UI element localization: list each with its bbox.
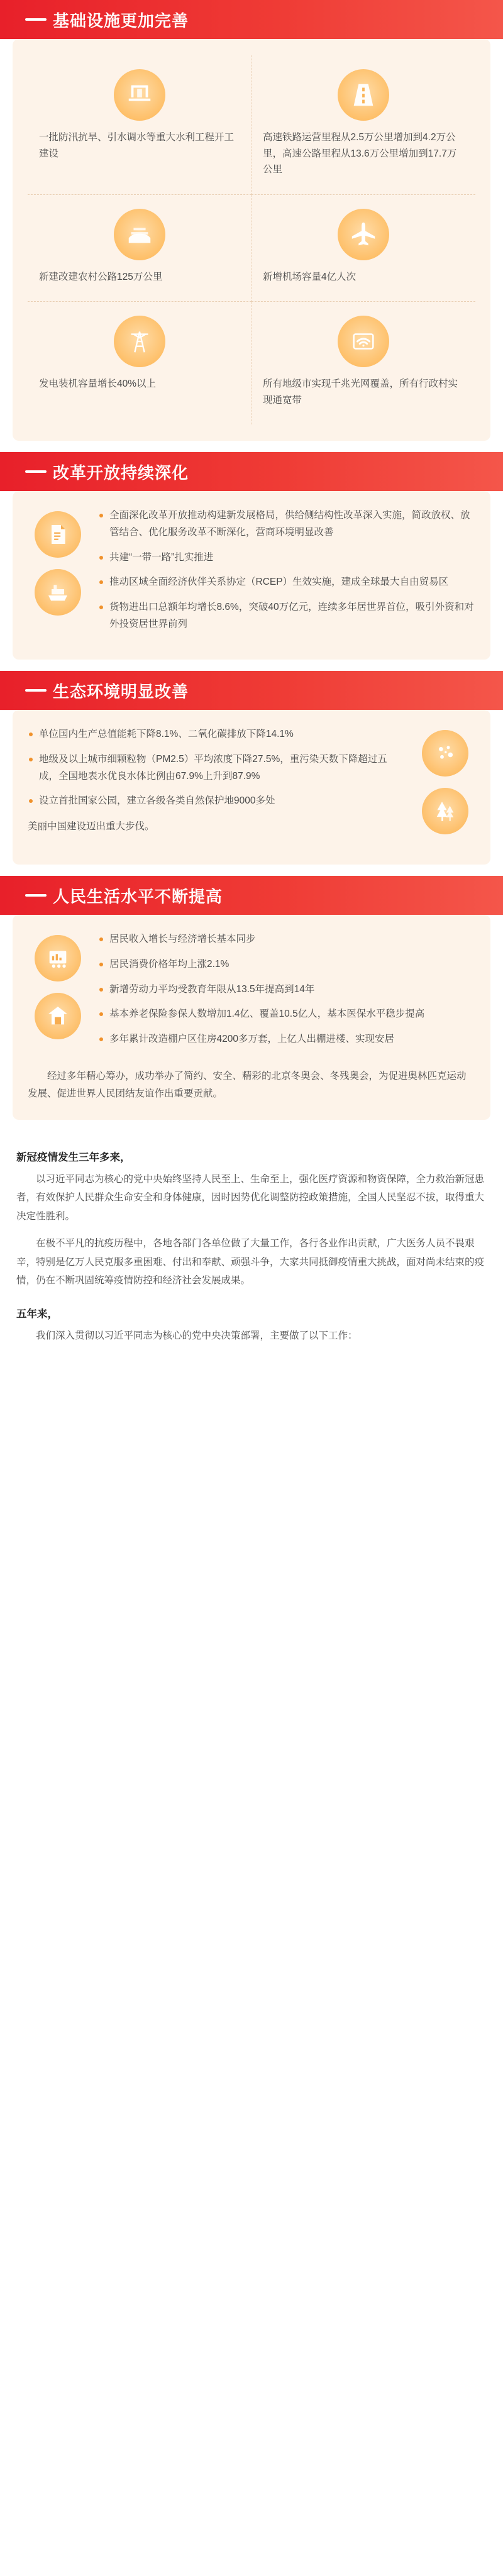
dash-icon bbox=[25, 894, 47, 897]
section-header-infrastructure bbox=[0, 0, 503, 39]
house-heart-icon bbox=[35, 993, 81, 1039]
epilogue-closing: 我们深入贯彻以习近平同志为核心的党中央决策部署，主要做了以下工作： bbox=[36, 1330, 358, 1341]
section-header-ecology bbox=[0, 671, 503, 710]
bullet-item: 居民消费价格年均上涨2.1% bbox=[98, 956, 475, 973]
dash-icon bbox=[25, 470, 47, 473]
living-standards-card bbox=[13, 915, 490, 1120]
reform-bullets bbox=[98, 507, 475, 641]
epilogue-block bbox=[0, 1131, 503, 1373]
infra-item bbox=[252, 195, 475, 302]
infra-item bbox=[28, 55, 252, 195]
bullet-item: 设立首批国家公园，建立各级各类自然保护地9000多处 bbox=[28, 793, 405, 810]
bullet-item: 居民收入增长与经济增长基本同步 bbox=[98, 931, 475, 948]
people-chart-icon bbox=[35, 935, 81, 981]
bullet-item: 共建“一带一路”扎实推进 bbox=[98, 550, 475, 567]
living-standards-tail-text: 经过多年精心筹办，成功举办了简约、安全、精彩的北京冬奥会、冬残奥会，为促进奥林匹克运动发展、促进世界人民团结友谊作出重要贡献。 bbox=[28, 1070, 467, 1100]
highway-icon bbox=[338, 69, 389, 121]
epilogue-paragraph: 以习近平同志为核心的党中央始终坚持人民至上、生命至上，强化医疗资源和物资保障，全力救治新冠患者，有效保护人民群众生命安全和身体健康，因时因势优化调整防控政策措施，全国人民坚忍不拔，取得重大决定性胜利。 bbox=[16, 1173, 485, 1222]
reform-icons bbox=[28, 507, 88, 627]
bullet-item: 基本养老保险参保人数增加1.4亿、覆盖10.5亿人，基本医保水平稳步提高 bbox=[98, 1006, 475, 1023]
water-conservancy-icon bbox=[114, 69, 165, 121]
bullet-item: 新增劳动力平均受教育年限从13.5年提高到14年 bbox=[98, 981, 475, 998]
infra-item-text: 新增机场容量4亿人次 bbox=[263, 271, 357, 282]
section-ecology bbox=[0, 671, 503, 865]
infra-item-text: 新建改建农村公路125万公里 bbox=[39, 271, 163, 282]
infra-item-text: 所有地级市实现千兆光网覆盖，所有行政村实现通宽带 bbox=[263, 379, 458, 406]
section-title: 基础设施更加完善 bbox=[53, 11, 189, 30]
particles-icon bbox=[422, 730, 468, 777]
reform-card bbox=[13, 491, 490, 660]
bullet-item: 多年累计改造棚户区住房4200多万套，上亿人出棚进楼、实现安居 bbox=[98, 1031, 475, 1048]
living-standards-icons bbox=[28, 931, 88, 1051]
infra-item bbox=[28, 302, 252, 424]
bullet-item: 推动区域全面经济伙伴关系协定（RCEP）生效实施，建成全球最大自由贸易区 bbox=[98, 574, 475, 591]
infra-item bbox=[252, 302, 475, 424]
infra-item bbox=[252, 55, 475, 195]
infra-item-text: 一批防汛抗旱、引水调水等重大水利工程开工建设 bbox=[39, 132, 235, 159]
dash-icon bbox=[25, 18, 47, 21]
infrastructure-card bbox=[13, 39, 490, 441]
bullet-item: 地级及以上城市细颗粒物（PM2.5）平均浓度下降27.5%，重污染天数下降超过五成，全国地表水优良水体比例由67.9%上升到87.9% bbox=[28, 751, 405, 785]
infra-item bbox=[28, 195, 252, 302]
ecology-icons bbox=[415, 726, 475, 846]
airplane-icon bbox=[338, 209, 389, 260]
section-header-living-standards bbox=[0, 876, 503, 915]
wifi-signal-icon bbox=[338, 316, 389, 367]
section-title: 改革开放持续深化 bbox=[53, 463, 189, 482]
infrastructure-grid bbox=[28, 55, 475, 424]
living-standards-bullets bbox=[98, 931, 475, 1056]
section-title: 生态环境明显改善 bbox=[53, 682, 189, 701]
dash-icon bbox=[25, 689, 47, 692]
section-reform-opening bbox=[0, 452, 503, 660]
ecology-card bbox=[13, 710, 490, 865]
power-tower-icon bbox=[114, 316, 165, 367]
section-title: 人民生活水平不断提高 bbox=[53, 887, 223, 906]
epilogue-paragraph: 在极不平凡的抗疫历程中，各地各部门各单位做了大量工作，各行各业作出贡献，广大医务人员不畏艰辛，特别是亿万人民克服多重困难、付出和奉献、顽强斗争，大家共同抵御疫情重大挑战，面对尚未结束的疫情，仍在不断巩固统筹疫情防控和经济社会发展成果。 bbox=[16, 1238, 485, 1286]
epilogue-heading-five-years: 五年来， bbox=[16, 1308, 58, 1320]
bullet-item: 货物进出口总额年均增长8.6%，突破40万亿元，连续多年居世界首位，吸引外资和对外投资居世界前列 bbox=[98, 599, 475, 633]
document-pen-icon bbox=[35, 511, 81, 558]
rural-road-icon bbox=[114, 209, 165, 260]
bullet-item: 全面深化改革开放推动构建新发展格局，供给侧结构性改革深入实施，简政放权、放管结合、优化服务改革不断深化，营商环境明显改善 bbox=[98, 507, 475, 541]
ship-icon bbox=[35, 569, 81, 616]
section-header-reform-opening bbox=[0, 452, 503, 491]
ecology-tail-text: 美丽中国建设迈出重大步伐。 bbox=[28, 821, 155, 832]
ecology-bullets bbox=[28, 726, 405, 835]
forest-icon bbox=[422, 788, 468, 834]
infra-item-text: 高速铁路运营里程从2.5万公里增加到4.2万公里，高速公路里程从13.6万公里增加到17.7万公里 bbox=[263, 132, 457, 175]
section-infrastructure bbox=[0, 0, 503, 441]
epilogue-heading-pandemic: 新冠疫情发生三年多来， bbox=[16, 1151, 131, 1163]
infra-item-text: 发电装机容量增长40%以上 bbox=[39, 379, 157, 390]
section-living-standards bbox=[0, 876, 503, 1120]
bullet-item: 单位国内生产总值能耗下降8.1%、二氧化碳排放下降14.1% bbox=[28, 726, 405, 743]
